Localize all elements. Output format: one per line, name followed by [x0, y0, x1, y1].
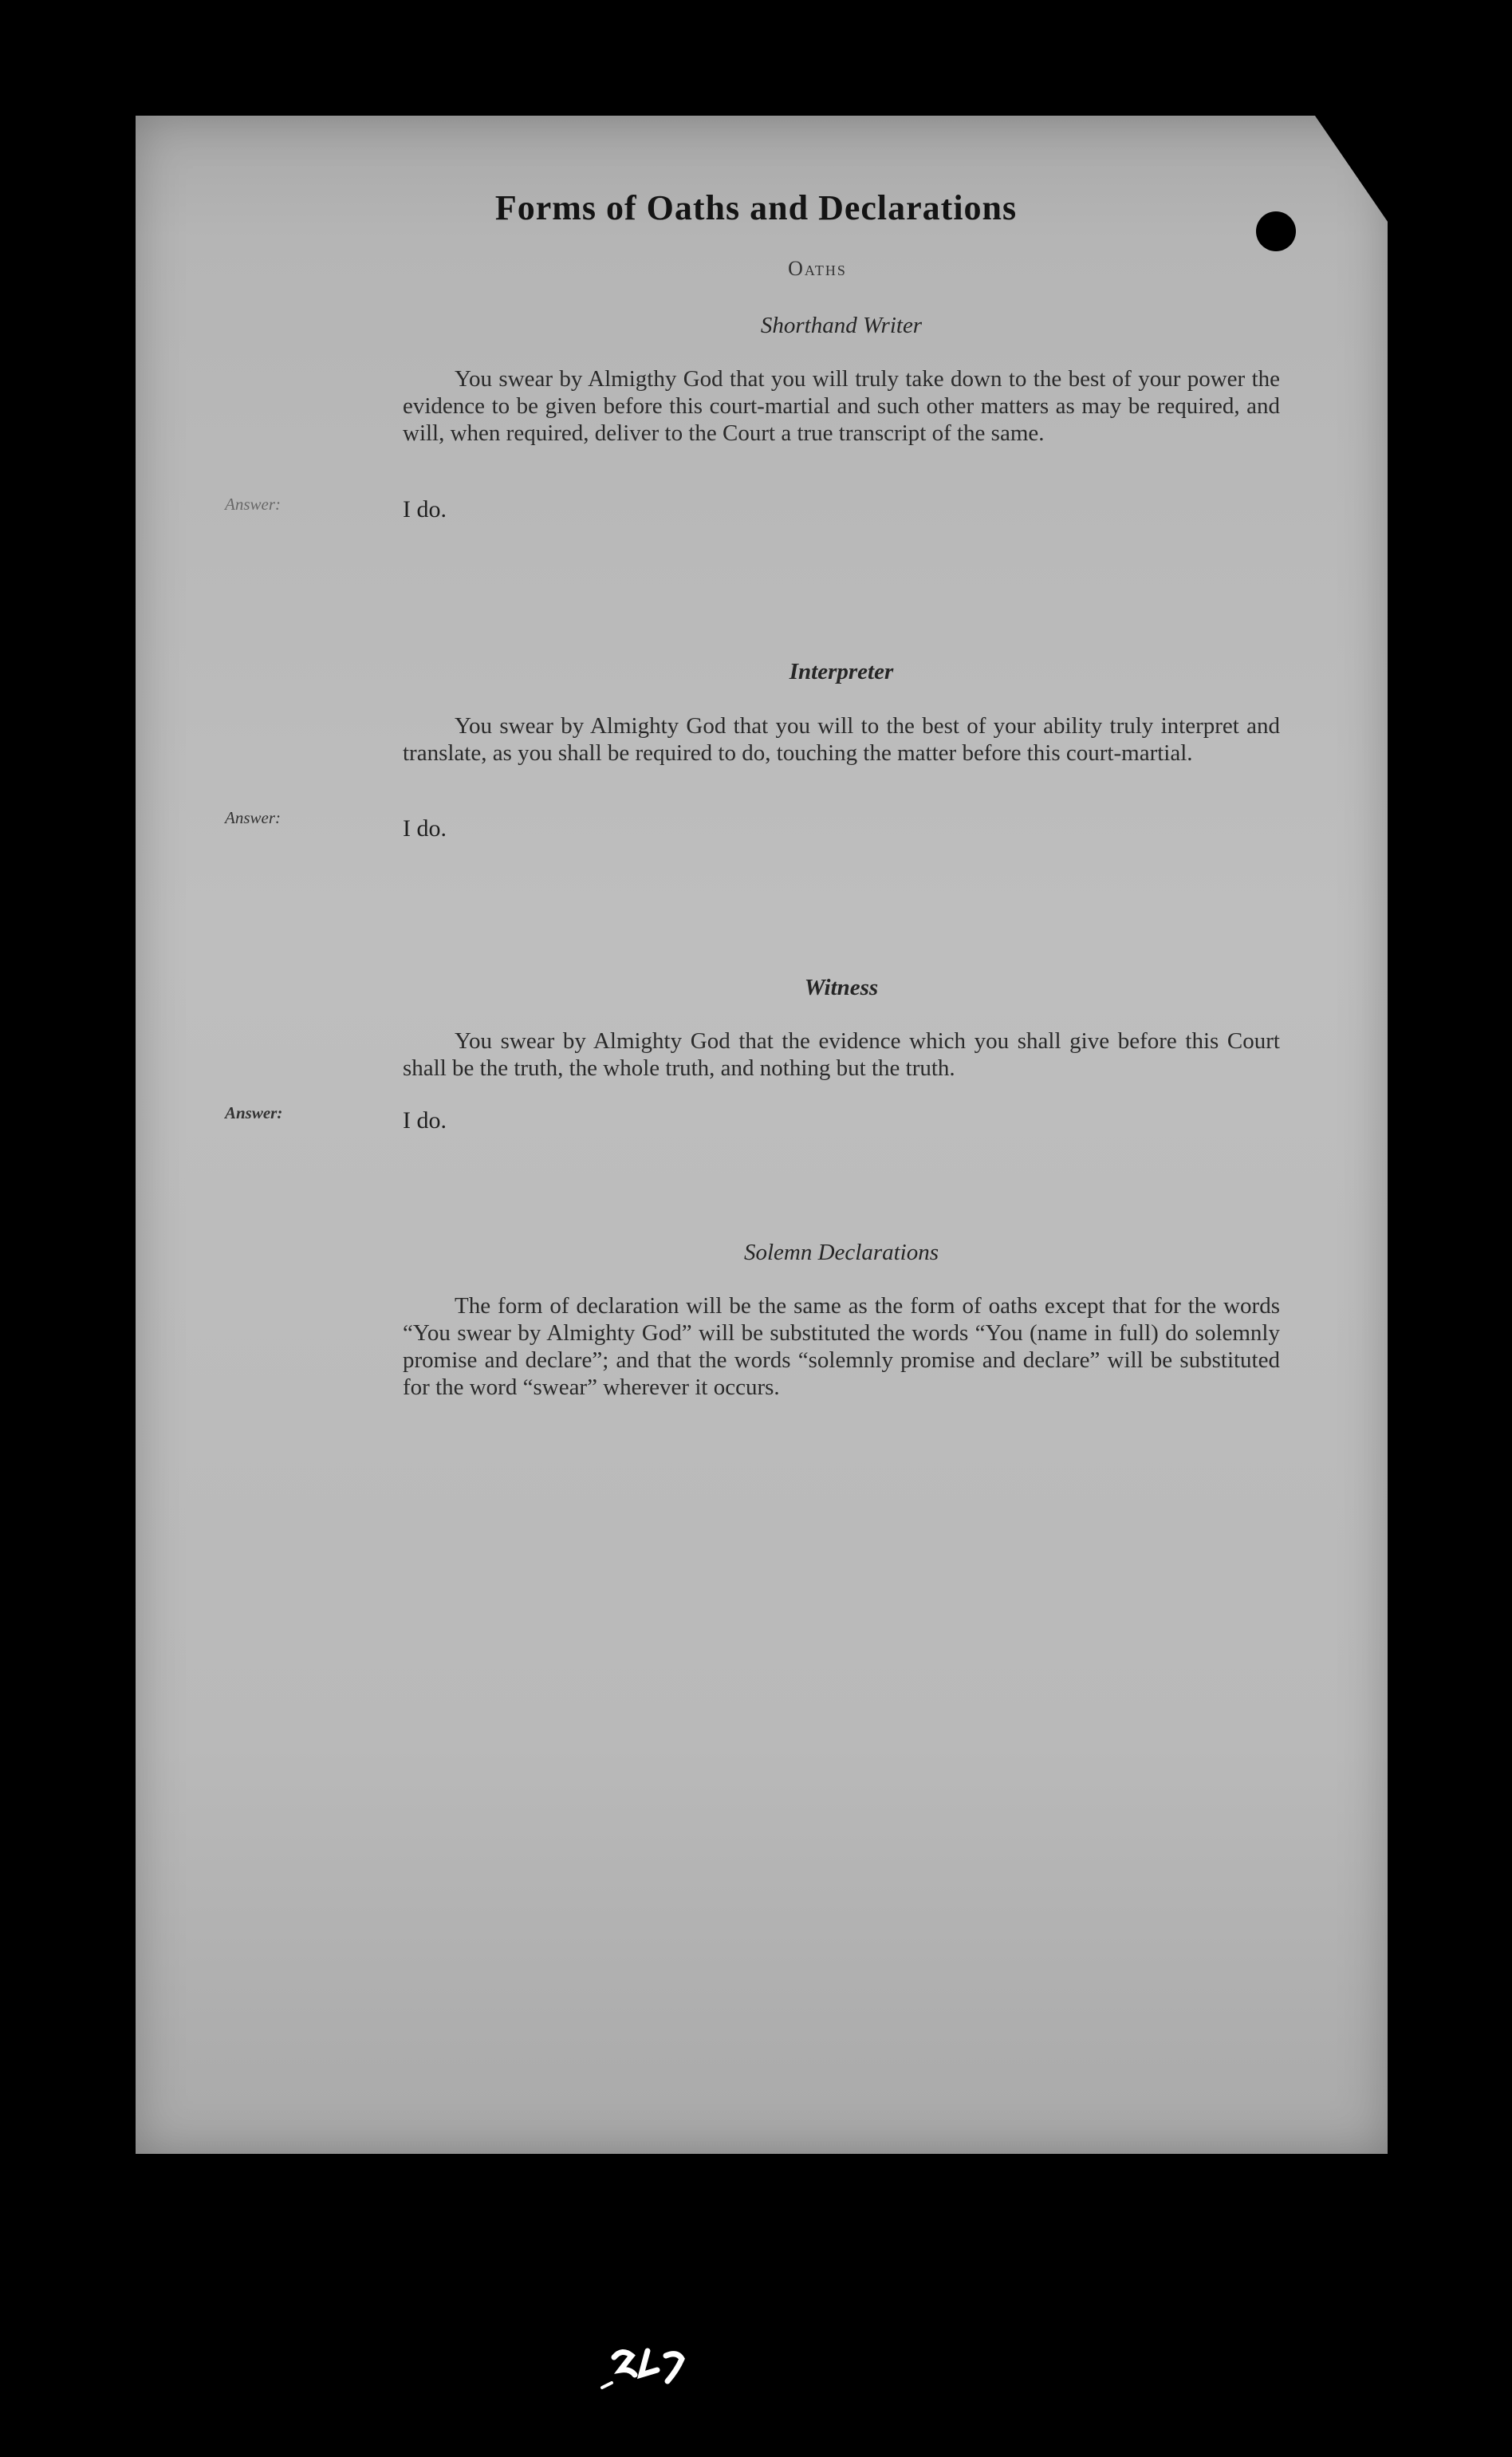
answer-witness: I do. [403, 1107, 447, 1134]
oath-text-shorthand-writer: You swear by Almigthy God that you will truly take down to the best of your power the evidence to be given before this court-martial and such other matters as may be required, and will, when required, deliver to the Court a true transcript of the same. [403, 366, 1280, 446]
declaration-text: The form of declaration will be the same as the form of oaths except that for the words “You swear by Almighty God” will be substituted the words “You (name in full) do solemnly promise and declare”; and that the words “solemnly promise and declare” will be substituted for the word “swear” wherever it occurs. [403, 1293, 1280, 1400]
document-title: Forms of Oaths and Declarations [494, 188, 1018, 227]
section-heading-shorthand-writer: Shorthand Writer [760, 313, 923, 338]
section-heading-interpreter: Interpreter [789, 659, 894, 684]
archive-mark-icon [598, 2341, 702, 2397]
section-heading-witness: Witness [804, 975, 879, 1000]
answer-label-shorthand-writer: Answer: [225, 495, 281, 514]
answer-shorthand-writer: I do. [403, 496, 447, 523]
oaths-heading: Oaths [788, 257, 847, 280]
section-heading-solemn-declarations: Solemn Declarations [743, 1240, 939, 1265]
answer-interpreter: I do. [403, 815, 447, 842]
answer-label-witness: Answer: [225, 1103, 283, 1122]
answer-label-interpreter: Answer: [225, 808, 281, 827]
oath-text-witness: You swear by Almighty God that the evidence which you shall give before this Court shall be the truth, the whole truth, and nothing but the truth. [403, 1028, 1280, 1081]
oath-text-interpreter: You swear by Almighty God that you will to the best of your ability truly interpret and translate, as you shall be required to do, touching the matter before this court-martial. [403, 713, 1280, 766]
